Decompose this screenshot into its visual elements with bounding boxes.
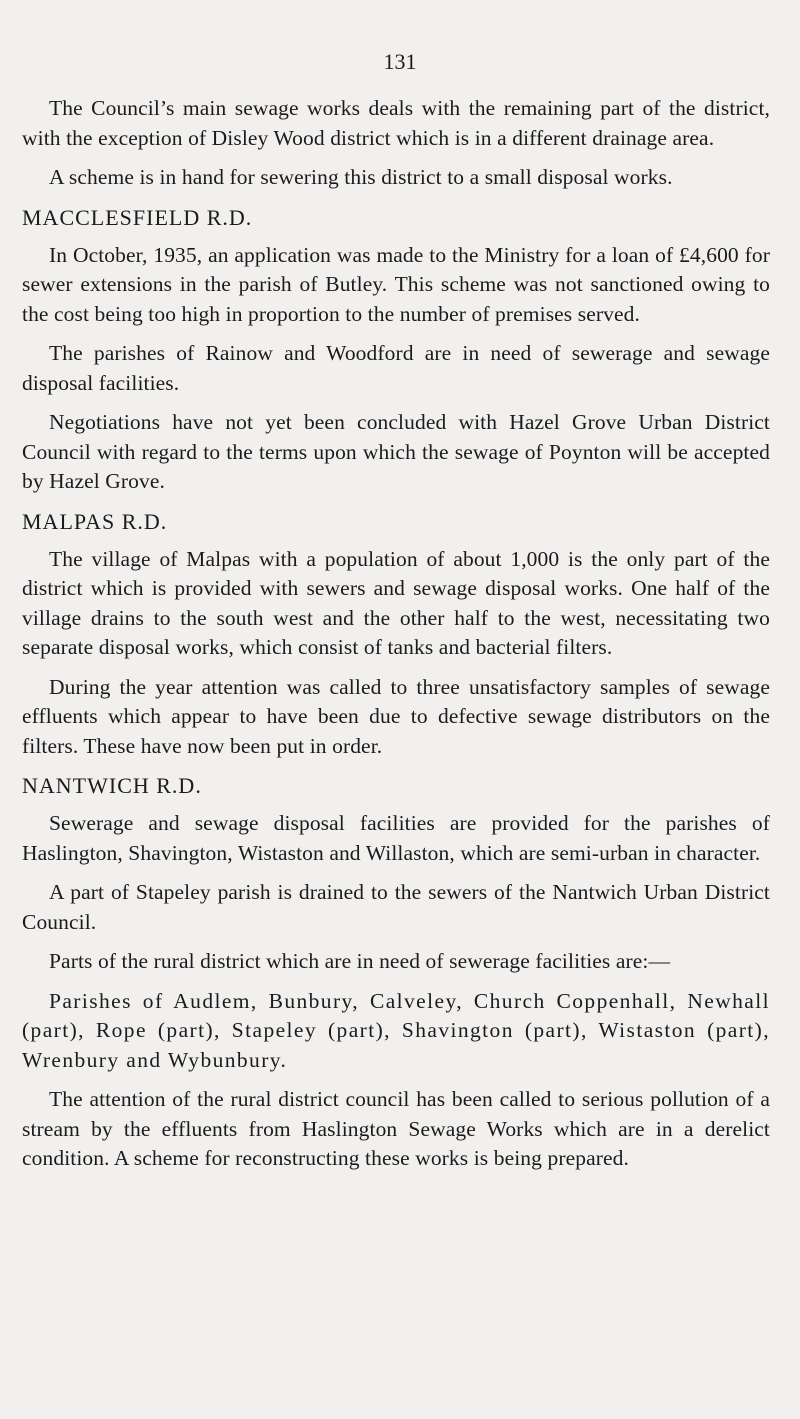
paragraph-main-sewage-works: The Council’s main sewage works deals with the remaining part of the district, with the exception of Disley Wood district which is in a different drainage area. [22, 96, 770, 150]
paragraph-malpas-village: The village of Malpas with a population of about 1,000 is the only part of the district which is provided with sewers and sewage disposal works. One half of the village drains to the south west and the other half to the west, necessitating two separate disposal works, which consist of tanks and bacterial filters. [22, 546, 770, 659]
paragraph-hazel-grove: Negotiations have not yet been concluded with Hazel Grove Urban District Council with regard to the terms upon which the sewage of Poynton will be accepted by Hazel Grove. [22, 410, 770, 493]
paragraph-haslington-pollution: The attention of the rural district council has been called to serious pollution of a stream by the effluents from Haslington Sewage Works which are in a derelict condition. A scheme for reconstructing these works is being prepared. [22, 1087, 770, 1170]
heading-malpas: MALPAS R.D. [22, 508, 168, 534]
paragraph-butley-loan: In October, 1935, an application was made to the Ministry for a loan of £4,600 for sewer extensions in the parish of Butley. This scheme was not sanctioned owing to the cost being too high in proportion to the number of premises served. [22, 242, 770, 326]
heading-macclesfield: MACCLESFIELD R.D. [22, 204, 253, 230]
paragraph-nantwich-facilities: Sewerage and sewage disposal facilities are provided for the parishes of Haslington, Shavington, Wistaston and Willaston, which are semi-urban in character. [22, 811, 770, 865]
document-body [22, 94, 770, 1184]
paragraph-rainow-woodford: The parishes of Rainow and Woodford are in need of sewerage and sewage disposal facilities. [22, 341, 770, 395]
paragraph-parishes-list: Parishes of Audlem, Bunbury, Calveley, Church Coppenhall, Newhall (part), Rope (part), Stapeley (part), Shavington (part), Wistaston (part), Wrenbury and Wybunbury. [22, 988, 770, 1072]
heading-nantwich: NANTWICH R.D. [22, 773, 202, 798]
paragraph-stapeley: A part of Stapeley parish is drained to the sewers of the Nantwich Urban District Council. [22, 880, 770, 934]
paragraph-need-sewerage: Parts of the rural district which are in need of sewerage facilities are:— [49, 949, 671, 973]
paragraph-unsatisfactory-samples: During the year attention was called to three unsatisfactory samples of sewage effluents which appear to have been due to defective sewage distributors on the filters. These have now been put in order. [22, 674, 770, 758]
paragraph-disley-scheme: A scheme is in hand for sewering this district to a small disposal works. [49, 165, 673, 189]
page-number: 131 [383, 49, 417, 74]
